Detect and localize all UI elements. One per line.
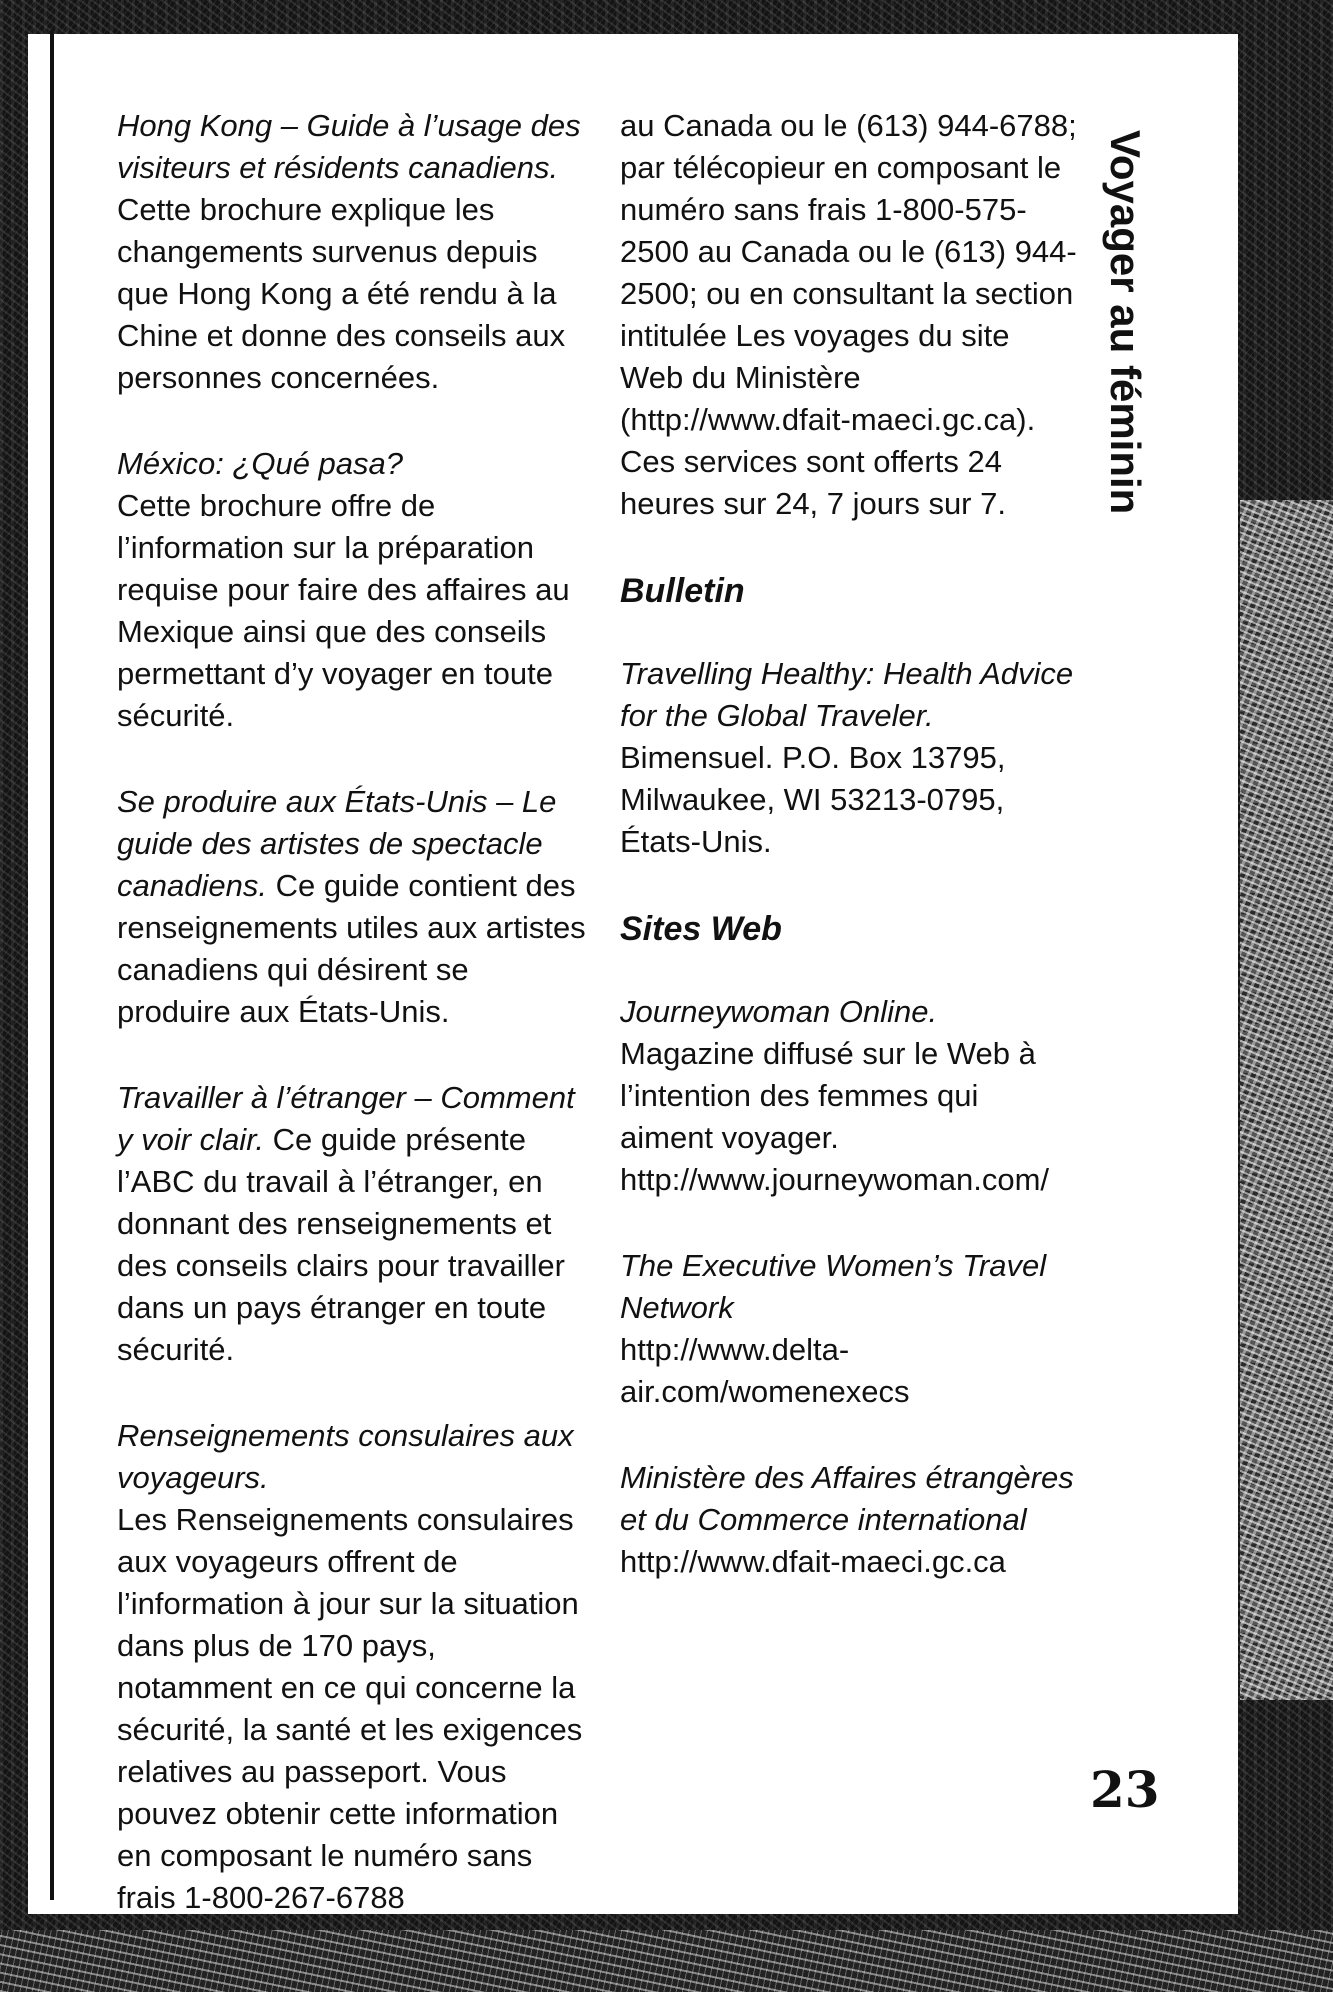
sites-heading: Sites Web <box>620 910 782 948</box>
publication-entry <box>117 443 587 737</box>
bulletin-heading: Bulletin <box>620 572 745 610</box>
bulletin-details: Bimensuel. P.O. Box 13795, Milwaukee, WI 53213-0795, États-Unis. <box>620 740 1006 859</box>
publication-description: Cette brochure offre de l’information sur la préparation requise pour faire des affaires au Mexique ainsi que des conseils permettant d’y voyager en toute sécurité. <box>117 488 570 733</box>
site-url: http://www.delta-air.com/womenexecs <box>620 1332 910 1409</box>
publication-title: Renseignements consulaires aux voyageurs. <box>117 1418 574 1495</box>
site-url: http://www.dfait-maeci.gc.ca <box>620 1544 1006 1579</box>
left-column <box>117 105 587 1963</box>
publication-description: Les Renseignements consulaires aux voyageurs offrent de l’information à jour sur la situation dans plus de 170 pays, notamment en ce qui concerne la sécurité, la santé et les exigences relatives au passeport. Vous pouvez obtenir cette information en composant le numéro sans frais 1-800-267-6788 <box>117 1502 583 1915</box>
site-title: Ministère des Affaires étrangères et du Commerce international <box>620 1460 1074 1537</box>
binding-edge <box>50 30 54 1900</box>
publication-entry <box>117 781 587 1033</box>
section-side-title: Voyager au féminin <box>1102 130 1149 515</box>
publication-entry <box>117 105 587 399</box>
publication-title: México: ¿Qué pasa? <box>117 446 404 481</box>
site-title: The Executive Women’s Travel Network <box>620 1248 1047 1325</box>
site-title: Journeywoman Online. <box>620 994 938 1029</box>
site-entry <box>620 1457 1080 1583</box>
bulletin-title: Travelling Healthy: Health Advice for the Global Traveler. <box>620 656 1074 733</box>
publication-title: Travailler à l’étranger – Comment y voir clair. <box>117 1080 575 1157</box>
scan-noise-right <box>1240 500 1333 1700</box>
publication-description: Ce guide contient des renseignements utiles aux artistes canadiens qui désirent se produire aux États-Unis. <box>117 868 586 1029</box>
site-entry <box>620 991 1080 1201</box>
right-column <box>620 105 1080 1627</box>
continuation-paragraph: au Canada ou le (613) 944-6788; par télécopieur en composant le numéro sans frais 1-800-575-2500 au Canada ou le (613) 944-2500; ou en consultant la section intitulée Les voyages du site Web du Ministère (http://www.dfait-maeci.gc.ca). Ces services sont offerts 24 heures sur 24, 7 jours sur 7. <box>620 108 1077 521</box>
site-entry <box>620 1245 1080 1413</box>
publication-title: Se produire aux États-Unis – Le guide des artistes de spectacle canadiens. <box>117 784 557 903</box>
site-description: Magazine diffusé sur le Web à l’intention des femmes qui aiment voyager. http://www.journeywoman.com/ <box>620 1036 1050 1197</box>
publication-description: Ce guide présente l’ABC du travail à l’étranger, en donnant des renseignements et des conseils clairs pour travailler dans un pays étranger en toute sécurité. <box>117 1122 565 1367</box>
publication-entry <box>117 1415 587 1919</box>
continued-text <box>620 105 1080 525</box>
publication-title: Hong Kong – Guide à l’usage des visiteurs et résidents canadiens. <box>117 108 581 185</box>
bulletin-entry <box>620 653 1080 863</box>
page-number: 23 <box>1090 1760 1160 1819</box>
publication-entry <box>117 1077 587 1371</box>
publication-description: Cette brochure explique les changements survenus depuis que Hong Kong a été rendu à la Chine et donne des conseils aux personnes concernées. <box>117 192 566 395</box>
